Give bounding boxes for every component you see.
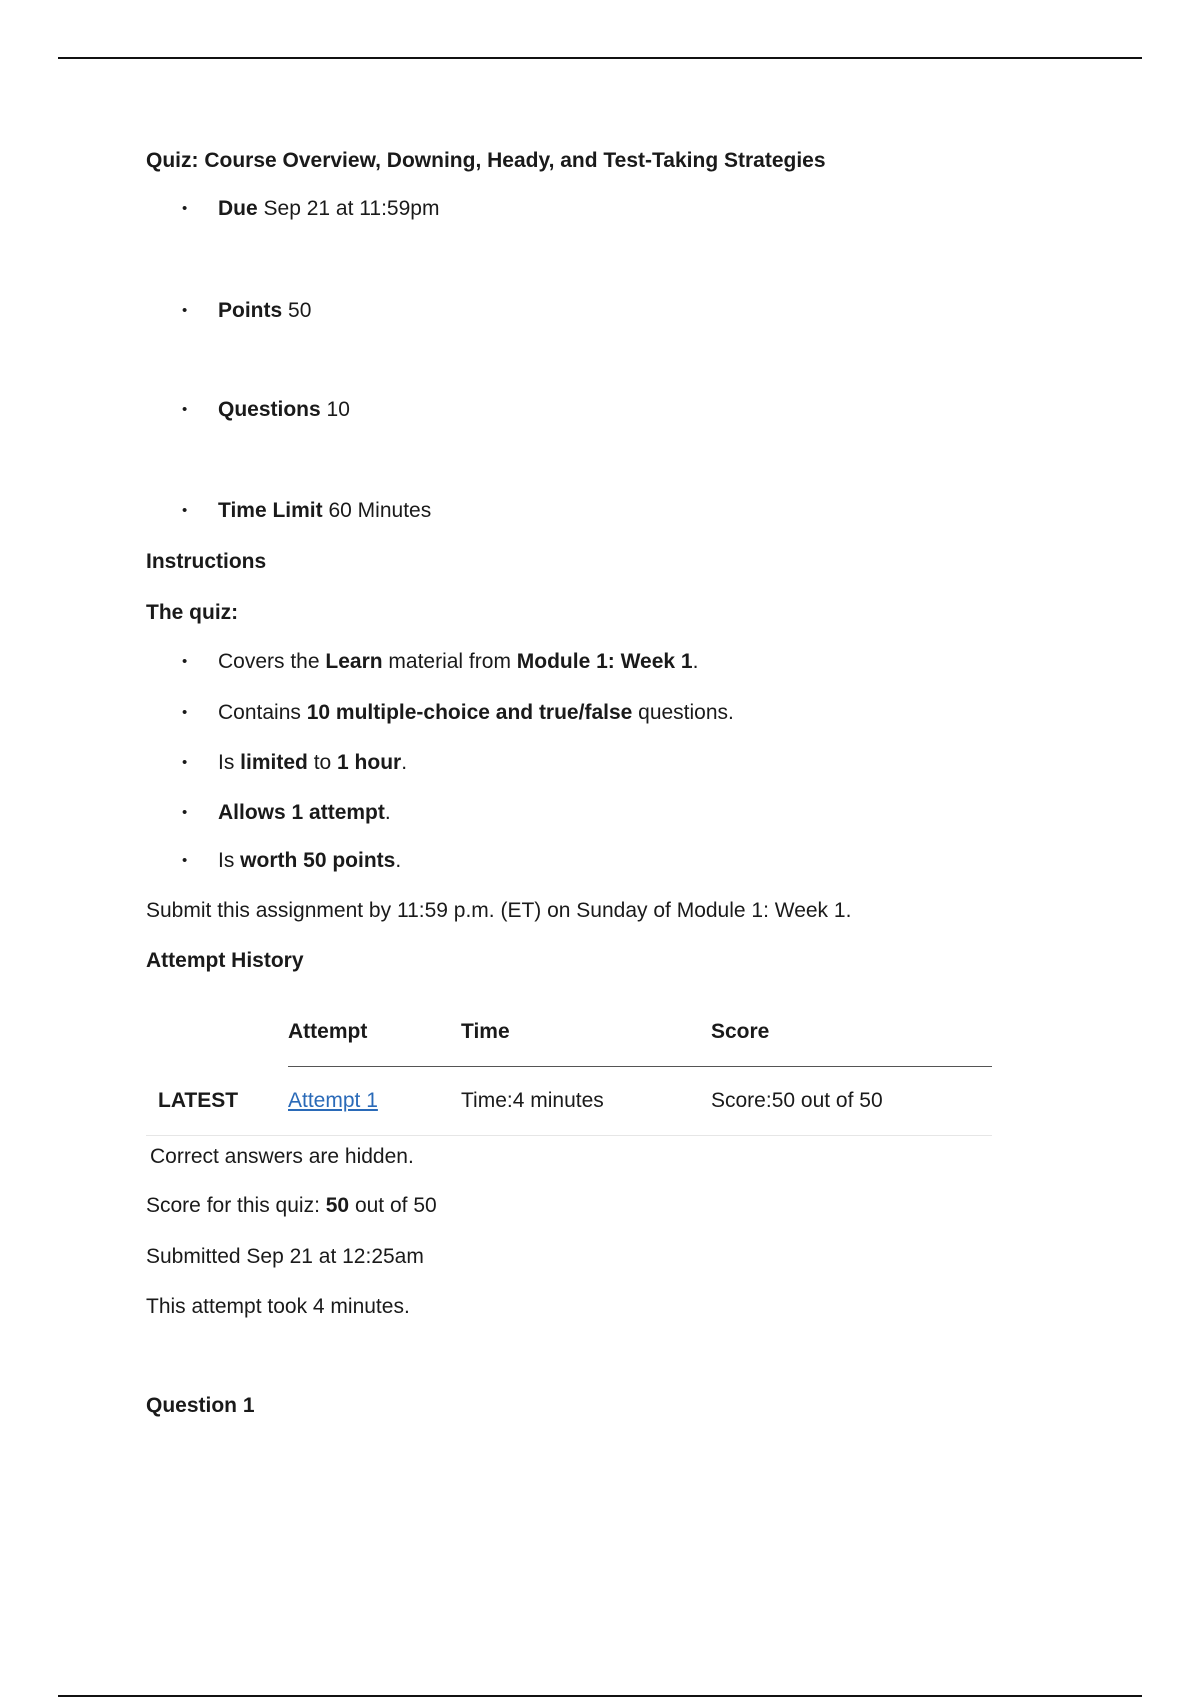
detail-label: Due — [218, 197, 258, 220]
detail-label: Points — [218, 299, 283, 322]
instruction-item: • Is limited to 1 hour. — [218, 750, 407, 776]
top-rule — [58, 57, 1142, 59]
attempt-duration: This attempt took 4 minutes. — [146, 1295, 410, 1318]
attempt-column-header: Attempt — [288, 998, 461, 1067]
score-cell: Score:50 out of 50 — [711, 1067, 992, 1136]
instructions-heading: Instructions — [146, 550, 267, 573]
instruction-item: • Covers the Learn material from Module 1: Week 1. — [218, 649, 698, 675]
quiz-title: Quiz: Course Overview, Downing, Heady, and Test-Taking Strategies — [146, 149, 826, 172]
quiz-subheading: The quiz: — [146, 601, 239, 624]
time-cell: Time:4 minutes — [461, 1067, 711, 1136]
bottom-rule — [58, 1695, 1142, 1697]
instruction-item: • Allows 1 attempt. — [218, 800, 391, 826]
detail-value: 60 Minutes — [328, 499, 432, 522]
detail-due — [218, 196, 439, 222]
instruction-item: • Is worth 50 points. — [218, 848, 401, 874]
table-header-row — [146, 998, 992, 1067]
attempt-cell — [288, 1067, 461, 1136]
score-column-header: Score — [711, 998, 992, 1067]
detail-label: Questions — [218, 398, 321, 421]
time-column-header: Time — [461, 998, 711, 1067]
attempt-history-table — [146, 998, 992, 1136]
quiz-score-line: Score for this quiz: 50 out of 50 — [146, 1194, 437, 1217]
submit-note: Submit this assignment by 11:59 p.m. (ET) on Sunday of Module 1: Week 1. — [146, 899, 852, 922]
detail-label: Time Limit — [218, 499, 323, 522]
detail-time-limit — [218, 498, 431, 524]
submitted-timestamp: Submitted Sep 21 at 12:25am — [146, 1245, 424, 1268]
attempt-history-heading: Attempt History — [146, 949, 304, 972]
detail-points — [218, 298, 311, 324]
latest-badge: LATEST — [146, 1067, 288, 1136]
status-column-header — [146, 998, 288, 1067]
answers-hidden-note: Correct answers are hidden. — [150, 1145, 414, 1168]
table-row — [146, 1067, 992, 1136]
instruction-item: • Contains 10 multiple-choice and true/false questions. — [218, 700, 734, 726]
detail-value: 50 — [288, 299, 312, 322]
attempt-1-link[interactable]: Attempt 1 — [288, 1089, 378, 1112]
detail-value: 10 — [326, 398, 350, 421]
question-heading: Question 1 — [146, 1394, 255, 1417]
detail-value: Sep 21 at 11:59pm — [263, 197, 440, 220]
detail-questions — [218, 397, 350, 423]
